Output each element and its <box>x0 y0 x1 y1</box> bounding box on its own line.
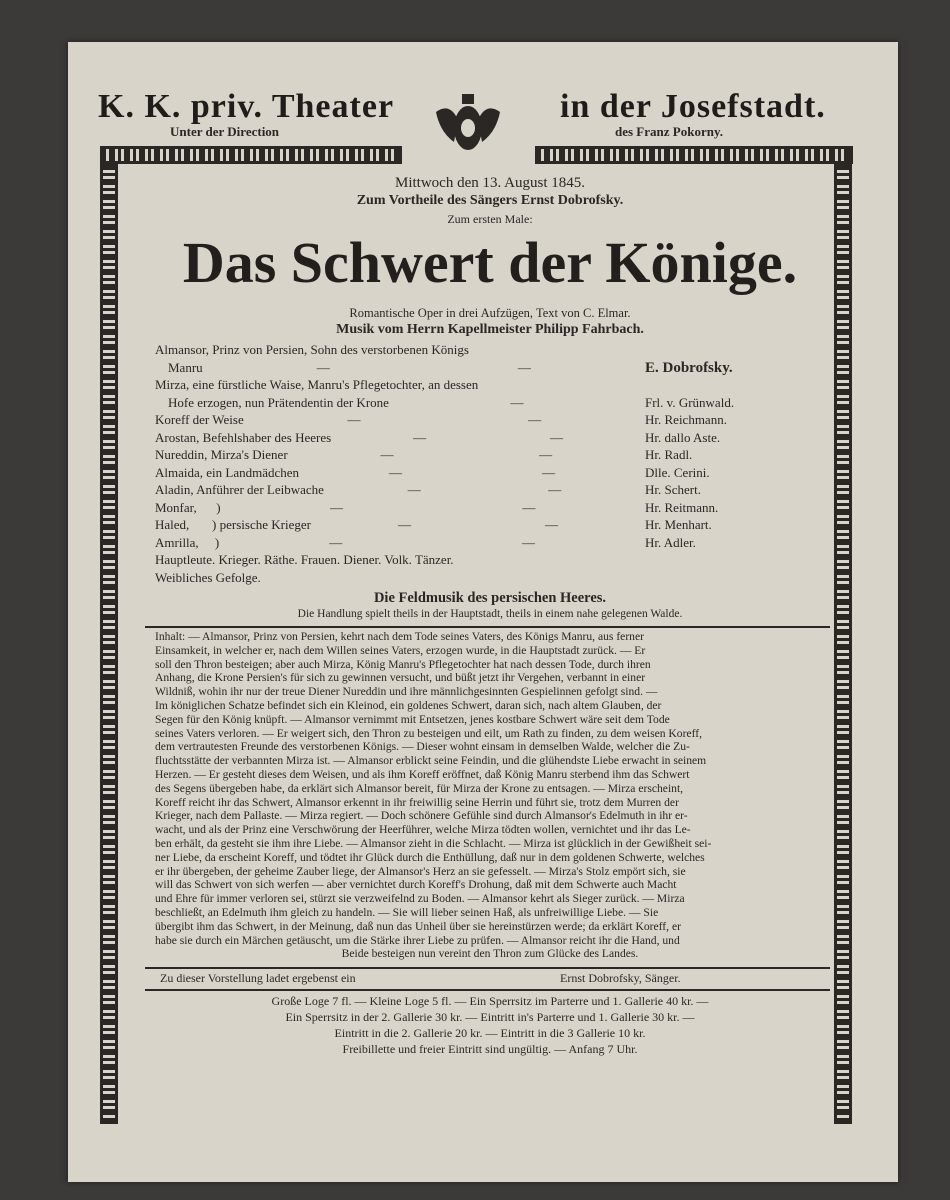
cast-row <box>155 376 815 394</box>
performance-date: Mittwoch den 13. August 1845. <box>395 175 585 191</box>
opera-title: Das Schwert der Könige. <box>182 230 798 295</box>
composer-line: Musik vom Herrn Kapellmeister Philipp Fahrbach. <box>336 322 644 337</box>
actor: E. Dobrofsky. <box>645 359 733 376</box>
cast-row: Amrilla, ) — — Hr. Adler. <box>155 534 815 552</box>
opera-subtitle: Romantische Oper in drei Aufzügen, Text von C. Elmar. <box>349 306 631 320</box>
actor: Hr. Radl. <box>645 447 693 462</box>
extras-line: Hauptleute. Krieger. Räthe. Frauen. Diener. Volk. Tänzer. <box>155 552 454 567</box>
actor: Hr. Adler. <box>645 534 696 550</box>
theater-name: K. K. priv. Theater <box>98 88 395 125</box>
cast-row: Hofe erzogen, nun Prätendentin der Krone — Frl. v. Grünwald. <box>155 394 815 412</box>
role: Manru <box>155 359 203 375</box>
greek-key-border-left <box>100 164 118 1124</box>
price-line: Ein Sperrsitz in der 2. Gallerie 30 kr. — Eintritt in's Parterre und 1. Gallerie 30 kr. — <box>285 1010 695 1024</box>
theater-location: in der Josefstadt. <box>560 88 826 125</box>
divider <box>145 967 830 969</box>
cast-row: Aladin, Anführer der Leibwache — — Hr. Schert. <box>155 481 815 499</box>
role: Arostan, Befehlshaber des Heeres <box>155 429 332 445</box>
price-list <box>150 993 830 1057</box>
director-name: des Franz Pokorny. <box>615 124 723 139</box>
cast-row: Arostan, Befehlshaber des Heeres — — Hr. dallo Aste. <box>155 429 815 447</box>
actor: Hr. Reichmann. <box>645 412 727 427</box>
actor: Hr. Menhart. <box>645 517 712 532</box>
greek-key-border-top-right <box>535 146 853 164</box>
benefit-line: Zum Vortheile des Sängers Ernst Dobrofsky. <box>356 193 624 208</box>
cast-row: Monfar, ) — — Hr. Reitmann. <box>155 499 815 517</box>
actor: Hr. dallo Aste. <box>645 429 721 445</box>
cast-row: Nureddin, Mirza's Diener — — Hr. Radl. <box>155 446 815 464</box>
role: Amrilla, ) <box>155 534 220 550</box>
actor: Dlle. Cerini. <box>645 464 710 480</box>
role: Almaida, ein Landmädchen <box>155 464 300 480</box>
divider <box>145 989 830 991</box>
invitation-signature: Ernst Dobrofsky, Sänger. <box>560 971 681 985</box>
cast-row: Haled, ) persische Krieger — — Hr. Menhart. <box>155 516 815 534</box>
cast-row: Almaida, ein Landmädchen — — Dlle. Cerini. <box>155 464 815 482</box>
field-music-line: Die Feldmusik des persischen Heeres. <box>373 590 607 606</box>
role: Koreff der Weise <box>155 412 244 427</box>
cast-row <box>155 341 815 359</box>
direction-label: Unter der Direction <box>170 124 280 139</box>
actor: Hr. Reitmann. <box>645 499 719 515</box>
role: Hofe erzogen, nun Prätendentin der Krone <box>155 394 389 410</box>
role: Nureddin, Mirza's Diener <box>155 447 288 462</box>
cast-row: Manru — — E. Dobrofsky. <box>155 359 815 377</box>
role: Mirza, eine fürstliche Waise, Manru's Pflegetochter, an dessen <box>155 377 479 392</box>
setting-line: Die Handlung spielt theils in der Hauptstadt, theils in einem nahe gelegenen Walde. <box>297 608 683 620</box>
synopsis: Inhalt: — Almansor, Prinz von Persien, kehrt nach dem Tode seines Vaters, des Königs Manru, aus ferner Einsamkeit, in welcher er, nach dem Willen seines Vaters, erzogen wurde, in die Hauptstadt zurück. — Er soll den Thron besteigen; aber auch Mirza, König Manru's Pflegetochter hat nach dessen Tode, durch ihren Anhang, die Krone Persien's für sich zu gewinnen versucht, und büßt jetzt ihr Vergehen, verbannt in einer Wildniß, wohin ihr nur der treue Diener Nureddin und ihre männlichgesinnten Gespielinnen gefolgt sind. — Im königlichen Schatze befindet sich ein Kleinod, ein goldenes Schwert, daran sich, nach altem Glauben, der Segen für den König knüpft. — Almansor vernimmt mit Entsetzen, jenes kostbare Schwert wäre seit dem Tode seines Vaters verloren. — Er weigert sich, den Thron zu besteigen und eilt, um Rath zu finden, zu dem weisen Koreff, dem vertrautesten Freunde des verstorbenen Königs. — Dieser wohnt einsam in demselben Walde, welcher die Zu- fluchtsstätte der verbannten Mirza ist. — Almansor erblickt seine Feindin, und die glühendste Liebe erwacht in seinem Herzen. — Er gesteht dieses dem Weisen, und als ihm Koreff eröffnet, daß König Manru sterbend ihm das Schwert des Segens übergeben habe, da erklärt sich Almansor bereit, für Mirza der Krone zu entsagen. — Mirza erscheint, Koreff reicht ihr das Schwert, Almansor erkennt in ihr freiwillig seine Herrin und führt sie, trotz dem Murren der Krieger, nach dem Pallaste. — Mirza regiert. — Doch schönere Gefühle sind durch Almansor's Edelmuth in ihr er- wacht, und als der Prinz eine Verschwörung der Heerführer, welche Mirza tödten wollen, vernichtet und ihr das Le- ben erhält, da gesteht sie ihm ihre Liebe. — Almansor zieht in die Schlacht. — Mirza ist glücklich in der Gewißheit sei- ner Liebe, da erscheint Koreff, und tödtet ihr Glück durch die Enthüllung, daß nur in dem goldenen Schwerte, welches er ihr übergeben, der geheime Zauber liege, der Almansor's Herz an sie gefesselt. — Mirza's Stolz empört sich, sie will das Schwert von sich werfen — aber vernichtet durch Koreff's Drohung, daß mit dem Schwerte auch Macht und Ehre für immer verloren sei, stürzt sie verzweifelnd zu Boden. — Almansor kehrt als Sieger zurück. — Mirza beschließt, an Edelmuth ihm gleich zu handeln. — Sie will lieber seinen Haß, als unfreiwillige Liebe. — Sie übergibt ihm das Schwert, in der Meinung, daß nun das Unheil über sie hereinstürzen werde; da erklärt Koreff, er habe sie durch ein Märchen getäuscht, um die Stärke ihrer Liebe zu prüfen. — Almansor reicht ihr die Hand, und Beide besteigen nun vereint den Thron zum Glücke des Landes. <box>155 630 712 961</box>
cast-row: Koreff der Weise — — Hr. Reichmann. <box>155 411 815 429</box>
invitation-text: Zu dieser Vorstellung ladet ergebenst ein <box>160 971 356 985</box>
imperial-eagle-emblem <box>432 92 504 160</box>
role: Almansor, Prinz von Persien, Sohn des verstorbenen Königs <box>155 342 469 357</box>
role: Aladin, Anführer der Leibwache <box>155 482 324 497</box>
role: Monfar, ) <box>155 499 221 515</box>
actor: Hr. Schert. <box>645 482 701 497</box>
price-line: Große Loge 7 fl. — Kleine Loge 5 fl. — Ein Sperrsitz im Parterre und 1. Gallerie 40 kr. — <box>271 994 709 1008</box>
price-line: Freibillette und freier Eintritt sind ungültig. — Anfang 7 Uhr. <box>342 1042 638 1056</box>
role: Haled, ) persische Krieger <box>155 517 311 532</box>
actor: Frl. v. Grünwald. <box>645 394 735 410</box>
cast-list <box>155 341 815 586</box>
divider <box>145 626 830 628</box>
greek-key-border-right <box>834 164 852 1124</box>
premiere-note: Zum ersten Male: <box>447 212 533 226</box>
price-line: Eintritt in die 2. Gallerie 20 kr. — Eintritt in die 3 Gallerie 10 kr. <box>334 1026 646 1040</box>
greek-key-border-top-left <box>100 146 402 164</box>
extras-line: Weibliches Gefolge. <box>155 569 261 585</box>
